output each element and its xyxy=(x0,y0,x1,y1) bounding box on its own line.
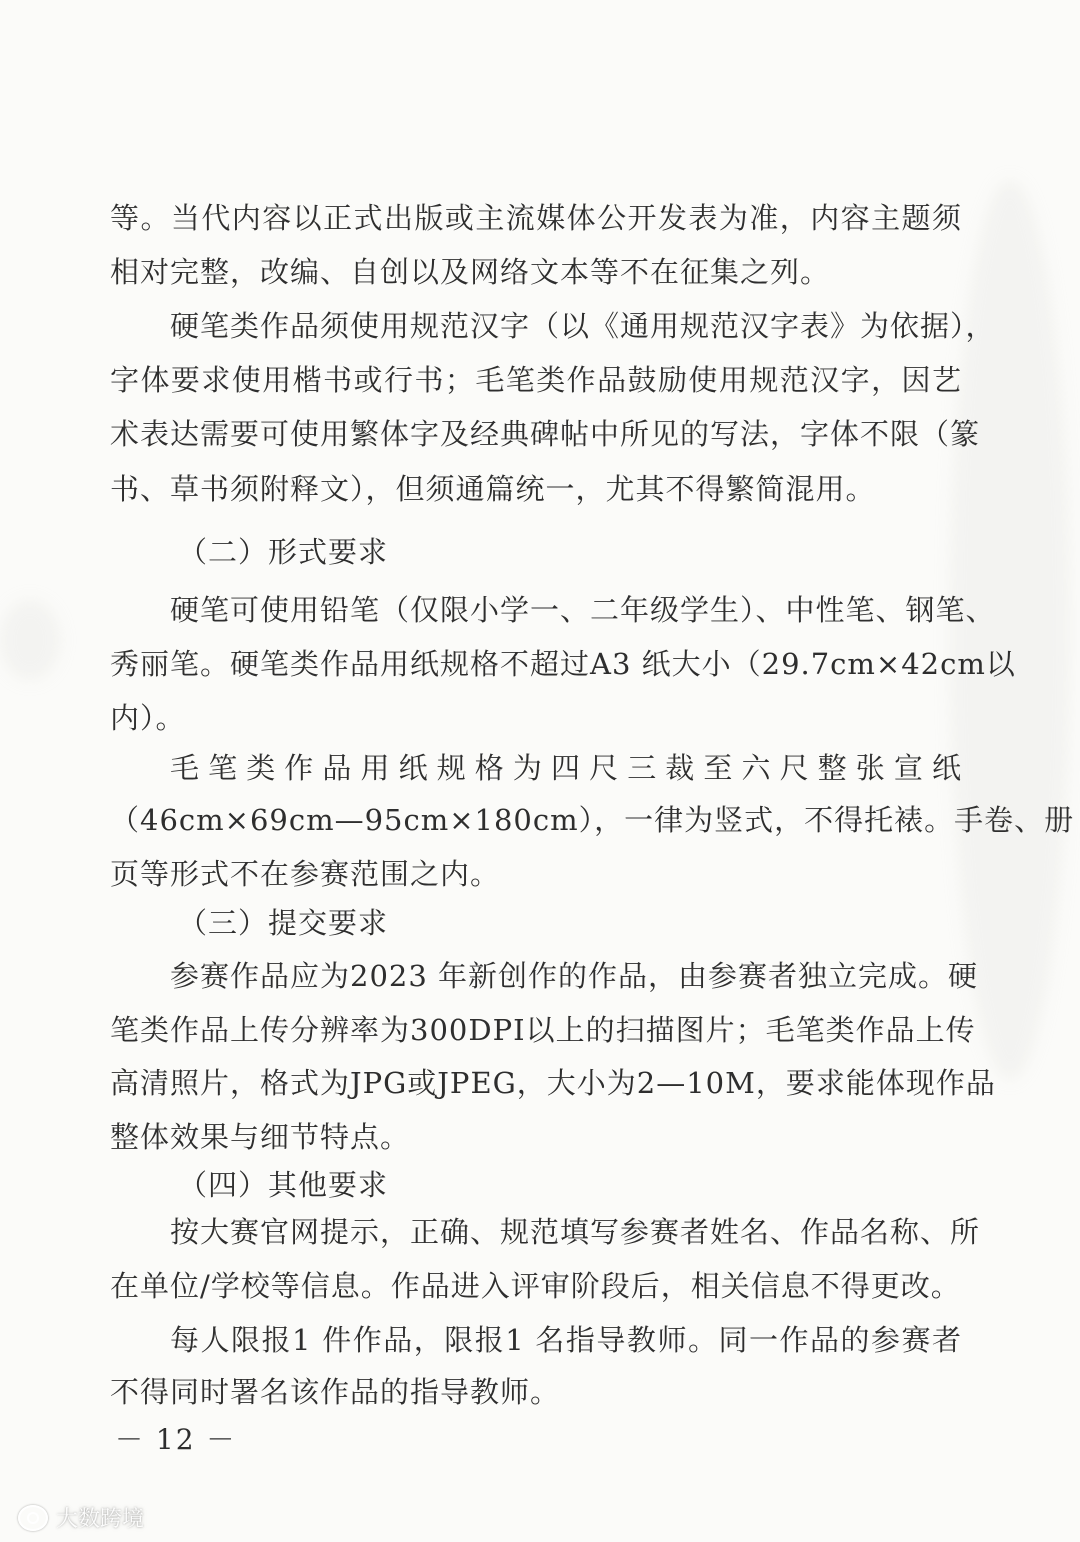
text-line: 不得同时署名该作品的指导教师。 xyxy=(110,1375,561,1409)
text-line: 按大赛官网提示，正确、规范填写参赛者姓名、作品名称、所 xyxy=(170,1215,981,1249)
text-line: 在单位/学校等信息。作品进入评审阶段后，相关信息不得更改。 xyxy=(110,1269,961,1303)
text-line: （46cm×69cm—95cm×180cm），一律为竖式，不得托裱。手卷、册 xyxy=(110,803,1075,837)
text-line: 页等形式不在参赛范围之内。 xyxy=(110,857,501,891)
page-number: － 12 － xyxy=(115,1423,237,1456)
watermark xyxy=(18,1502,144,1533)
watermark-text: 大数跨境 xyxy=(56,1507,145,1532)
text-line: 书、草书须附释文），但须通篇统一，尤其不得繁简混用。 xyxy=(110,472,876,506)
text-line: 字体要求使用楷书或行书；毛笔类作品鼓励使用规范汉字，因艺 xyxy=(110,363,962,397)
text-line: 硬笔可使用铅笔（仅限小学一、二年级学生）、中性笔、钢笔、 xyxy=(170,593,996,627)
paper-mark xyxy=(0,600,60,680)
text-line: 相对完整，改编、自创以及网络文本等不在征集之列。 xyxy=(110,255,831,289)
weibo-icon xyxy=(18,1505,48,1531)
text-line: 硬笔类作品须使用规范汉字（以《通用规范汉字表》为依据）， xyxy=(170,309,996,343)
text-line: 秀丽笔。硬笔类作品用纸规格不超过A3 纸大小（29.7cm×42cm以 xyxy=(110,647,1016,681)
text-line: 笔类作品上传分辨率为300DPI以上的扫描图片；毛笔类作品上传 xyxy=(110,1013,976,1047)
text-line: 内）。 xyxy=(110,701,186,735)
section-heading: （二）形式要求 xyxy=(178,535,389,569)
text-line: 毛笔类作品用纸规格为四尺三裁至六尺整张宣纸 xyxy=(170,751,962,785)
section-heading: （四）其他要求 xyxy=(178,1168,389,1202)
text-line: 术表达需要可使用繁体字及经典碑帖中所见的写法，字体不限（篆 xyxy=(110,417,981,451)
text-line: 整体效果与细节特点。 xyxy=(110,1120,411,1154)
text-line: 每人限报1 件作品，限报1 名指导教师。同一作品的参赛者 xyxy=(170,1323,962,1357)
text-line: 等。当代内容以正式出版或主流媒体公开发表为准，内容主题须 xyxy=(110,201,962,235)
section-heading: （三）提交要求 xyxy=(178,906,389,940)
text-line: 参赛作品应为2023 年新创作的作品，由参赛者独立完成。硬 xyxy=(170,959,979,993)
text-line: 高清照片，格式为JPG或JPEG，大小为2—10M，要求能体现作品 xyxy=(110,1066,996,1100)
